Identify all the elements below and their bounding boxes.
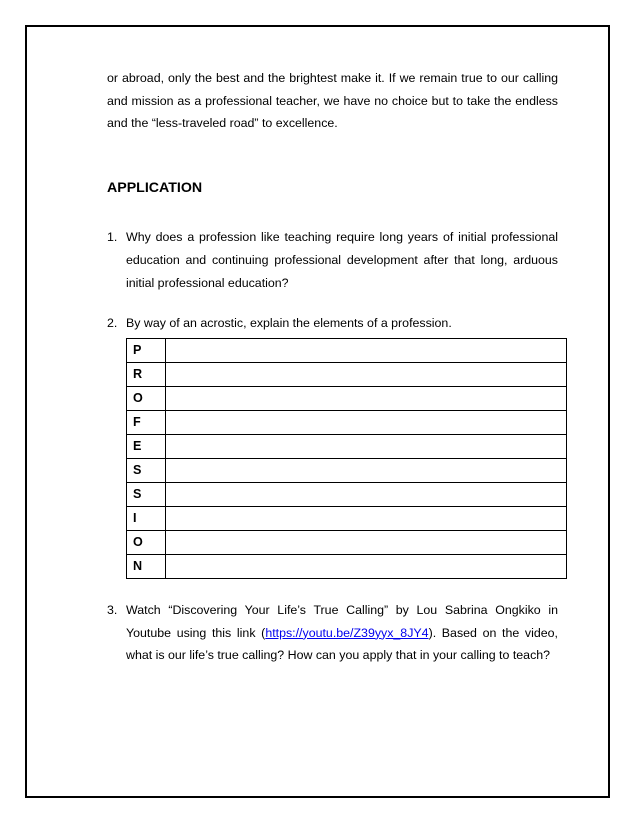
acrostic-row bbox=[127, 482, 567, 506]
question-list bbox=[107, 226, 558, 667]
question-text bbox=[126, 599, 558, 667]
question-text: Why does a profession like teaching require long years of initial professional education and continuing professional development after that long, arduous initial professional education? bbox=[126, 230, 558, 290]
acrostic-letter: R bbox=[127, 362, 166, 386]
acrostic-letter: F bbox=[127, 410, 166, 434]
question-number: 1. bbox=[107, 230, 118, 245]
acrostic-answer-cell[interactable] bbox=[166, 362, 567, 386]
question-item bbox=[107, 312, 558, 579]
acrostic-answer-cell[interactable] bbox=[166, 338, 567, 362]
acrostic-answer-cell[interactable] bbox=[166, 554, 567, 578]
question-text: By way of an acrostic, explain the elements of a profession. bbox=[126, 316, 452, 331]
question-number: 3. bbox=[107, 602, 118, 617]
acrostic-row bbox=[127, 434, 567, 458]
acrostic-letter: S bbox=[127, 458, 166, 482]
question-item bbox=[107, 599, 558, 667]
acrostic-row bbox=[127, 410, 567, 434]
acrostic-table bbox=[126, 338, 567, 579]
acrostic-row bbox=[127, 506, 567, 530]
acrostic-answer-cell[interactable] bbox=[166, 434, 567, 458]
acrostic-letter: O bbox=[127, 386, 166, 410]
acrostic-answer-cell[interactable] bbox=[166, 386, 567, 410]
acrostic-row bbox=[127, 554, 567, 578]
acrostic-letter: P bbox=[127, 338, 166, 362]
document-body bbox=[107, 67, 558, 667]
acrostic-answer-cell[interactable] bbox=[166, 458, 567, 482]
acrostic-answer-cell[interactable] bbox=[166, 410, 567, 434]
intro-paragraph: or abroad, only the best and the brightest make it. If we remain true to our calling and mission as a professional teacher, we have no choice but to take the endless and the “less-traveled road” to excellence. bbox=[107, 71, 558, 131]
acrostic-row bbox=[127, 458, 567, 482]
section-heading: APPLICATION bbox=[107, 180, 203, 197]
acrostic-answer-cell[interactable] bbox=[166, 482, 567, 506]
acrostic-letter: S bbox=[127, 482, 166, 506]
acrostic-row bbox=[127, 530, 567, 554]
question-number: 2. bbox=[107, 316, 118, 331]
acrostic-letter: O bbox=[127, 530, 166, 554]
video-link[interactable]: https://youtu.be/Z39yyx_8JY4 bbox=[265, 625, 429, 640]
acrostic-row bbox=[127, 338, 567, 362]
acrostic-letter: I bbox=[127, 506, 166, 530]
acrostic-answer-cell[interactable] bbox=[166, 506, 567, 530]
question-item bbox=[107, 226, 558, 294]
question-text-after-link: ). Based on the video, what is our life’s true calling? How can you apply that in your calling to teach? bbox=[126, 625, 558, 663]
acrostic-letter: E bbox=[127, 434, 166, 458]
question-text-before-link: Watch “Discovering Your Life’s True Calling” by Lou Sabrina Ongkiko in Youtube using this link ( bbox=[126, 602, 558, 640]
acrostic-answer-cell[interactable] bbox=[166, 530, 567, 554]
acrostic-row bbox=[127, 386, 567, 410]
acrostic-letter: N bbox=[127, 554, 166, 578]
acrostic-row bbox=[127, 362, 567, 386]
